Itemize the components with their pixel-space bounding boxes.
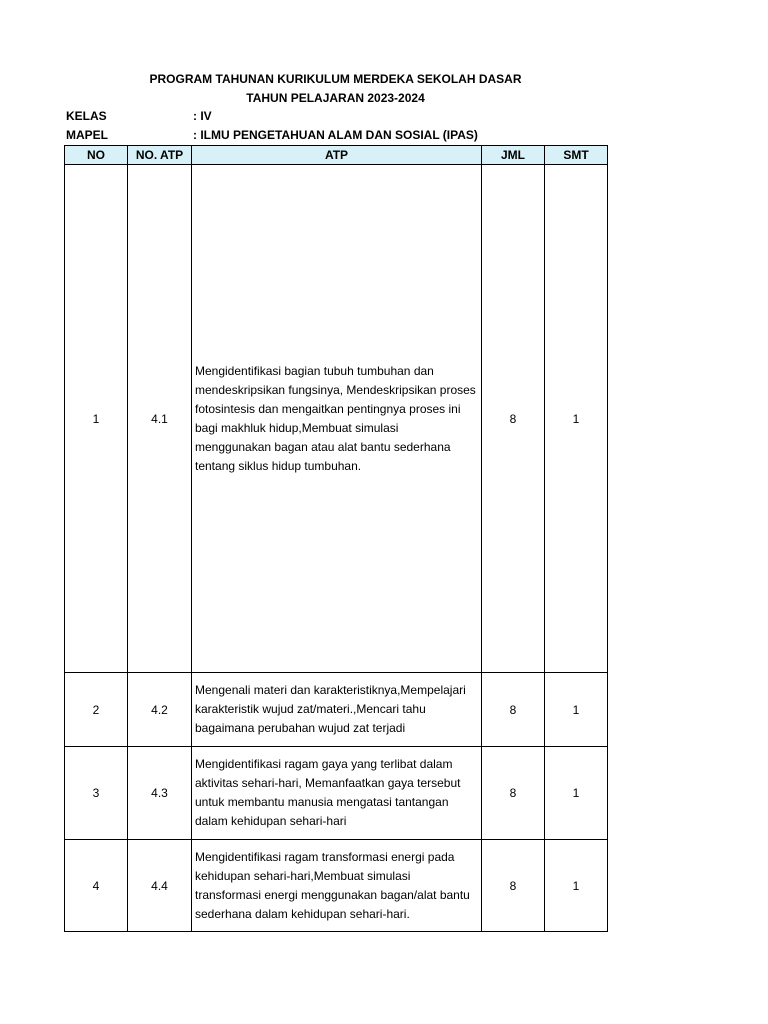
table-row <box>65 747 608 840</box>
academic-year-title: TAHUN PELAJARAN 2023-2024 <box>246 91 425 105</box>
cell-atp: Mengidentifikasi ragam transformasi energi pada kehidupan sehari-hari,Membuat simulasi transformasi energi menggunakan bagan/alat bantu sederhana dalam kehidupan sehari-hari. <box>192 840 482 932</box>
cell-smt: 1 <box>545 747 608 840</box>
cell-jml: 8 <box>482 165 545 673</box>
cell-smt: 1 <box>545 673 608 747</box>
cell-no-atp: 4.3 <box>128 747 192 840</box>
cell-atp: Mengenali materi dan karakteristiknya,Mempelajari karakteristik wujud zat/materi.,Mencari tahu bagaimana perubahan wujud zat terjadi <box>192 673 482 747</box>
kelas-value: : IV <box>193 109 212 123</box>
mapel-label: MAPEL <box>66 128 108 142</box>
program-table <box>64 145 608 932</box>
cell-no-atp: 4.1 <box>128 165 192 673</box>
cell-atp: Mengidentifikasi bagian tubuh tumbuhan dan mendeskripsikan fungsinya, Mendeskripsikan proses fotosintesis dan mengaitkan pentingnya proses ini bagi makhluk hidup,Membuat simulasi menggunakan bagan atau alat bantu sederhana tentang siklus hidup tumbuhan. <box>192 165 482 673</box>
cell-smt: 1 <box>545 165 608 673</box>
column-header-jml: JML <box>482 146 545 165</box>
table-header-row <box>65 146 608 165</box>
column-header-no: NO <box>65 146 128 165</box>
cell-no: 4 <box>65 840 128 932</box>
cell-no: 3 <box>65 747 128 840</box>
cell-jml: 8 <box>482 747 545 840</box>
cell-no: 2 <box>65 673 128 747</box>
table-row <box>65 673 608 747</box>
mapel-value: : ILMU PENGETAHUAN ALAM DAN SOSIAL (IPAS) <box>193 128 478 142</box>
cell-atp: Mengidentifikasi ragam gaya yang terlibat dalam aktivitas sehari-hari, Memanfaatkan gaya tersebut untuk membantu manusia mengatasi tantangan dalam kehidupan sehari-hari <box>192 747 482 840</box>
kelas-label: KELAS <box>66 109 107 123</box>
column-header-no-atp: NO. ATP <box>128 146 192 165</box>
table-row <box>65 165 608 673</box>
column-header-atp: ATP <box>192 146 482 165</box>
cell-smt: 1 <box>545 840 608 932</box>
table-row <box>65 840 608 932</box>
cell-no: 1 <box>65 165 128 673</box>
cell-no-atp: 4.2 <box>128 673 192 747</box>
cell-no-atp: 4.4 <box>128 840 192 932</box>
column-header-smt: SMT <box>545 146 608 165</box>
cell-jml: 8 <box>482 840 545 932</box>
document-title: PROGRAM TAHUNAN KURIKULUM MERDEKA SEKOLAH DASAR <box>149 72 522 86</box>
cell-jml: 8 <box>482 673 545 747</box>
